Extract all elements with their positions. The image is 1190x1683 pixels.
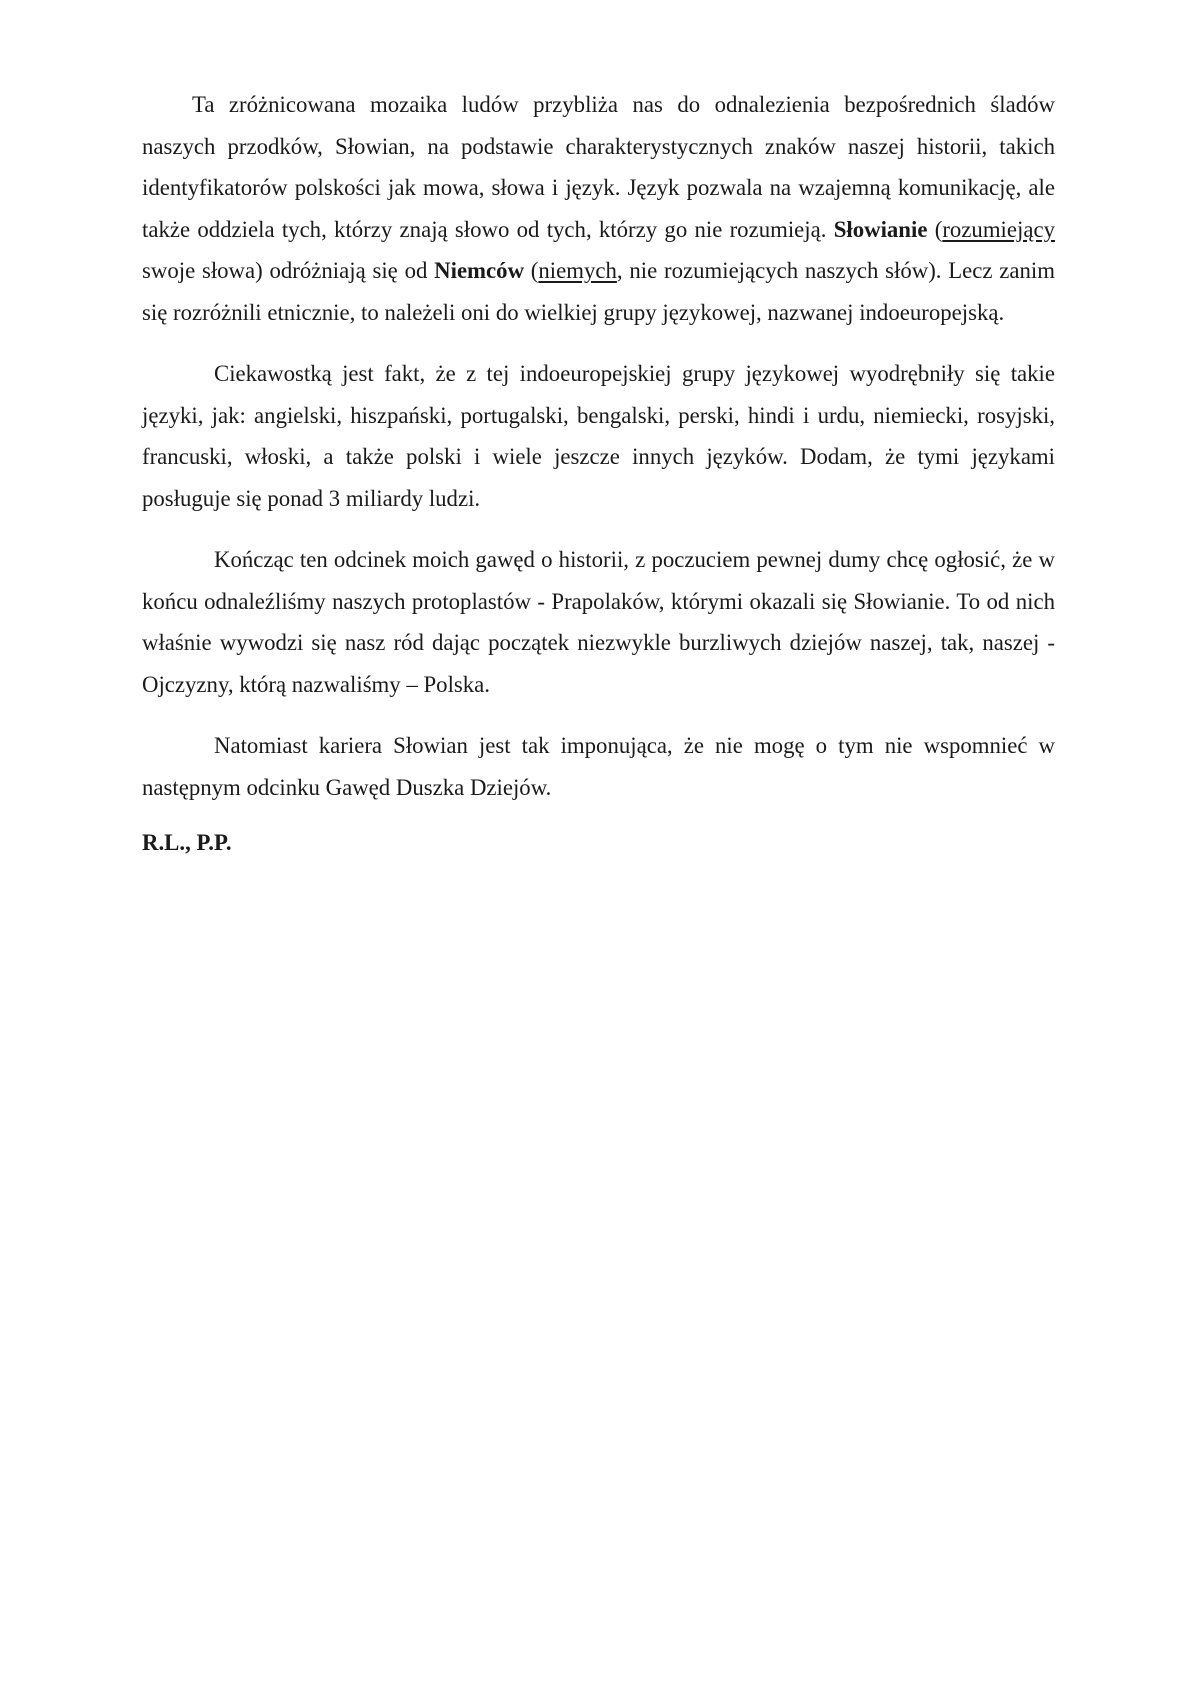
paragraph-ancestors: Kończąc ten odcinek moich gawęd o historii, z poczuciem pewnej dumy chcę ogłosić, że w końcu odnaleźliśmy naszych protoplastów - Prapolaków, którymi okazali się Słowianie. To od nich właśnie wywodzi się nasz ród dając początek niezwykle burzliwych dziejów naszej, tak, naszej - Ojczyzny, którą nazwaliśmy – Polska. [142, 547, 1055, 697]
paragraph-slavs-origin [142, 84, 1055, 333]
text-run: , nie rozumiejących naszych słów). Lecz zanim się rozróżnili etnicznie, to należeli oni do wielkiej grupy językowej, nazwanej indoeuropejską. [142, 258, 1056, 325]
bold-term-slowianie: Słowianie [833, 216, 928, 242]
document-page [142, 84, 1055, 864]
signature: R.L., P.P. [142, 830, 232, 855]
text-run: Ta zróżnicowana mozaika ludów przybliża nas do odnalezienia bezpośrednich śladów naszych przodków, Słowian, na podstawie charakterystycznych znaków naszej historii, takich identyfikatorów polskości jak mowa, słowa i język. Język pozwala na wzajemną komunikację, ale także oddziela tych, którzy znają słowo od tych, którzy go nie rozumieją. [142, 92, 1055, 242]
text-run: swoje słowa) odróżniają się od [142, 258, 435, 283]
underlined-term-niemych: niemych [538, 258, 617, 283]
paragraph-next-episode: Natomiast kariera Słowian jest tak imponująca, że nie mogę o tym nie wspomnieć w następnym odcinku Gawęd Duszka Dziejów. [142, 733, 1055, 800]
paragraph-indoeuropean-languages: Ciekawostką jest fakt, że z tej indoeuropejskiej grupy językowej wyodrębniły się takie języki, jak: angielski, hiszpański, portugalski, bengalski, perski, hindi i urdu, niemiecki, rosyjski, francuski, włoski, a także polski i wiele jeszcze innych języków. Dodam, że tymi językami posługuje się ponad 3 miliardy ludzi. [142, 361, 1055, 511]
bold-term-niemcow: Niemców [434, 258, 525, 283]
text-run: ( [927, 216, 943, 242]
underlined-term-rozumiejacy: rozumiejący [942, 216, 1055, 242]
text-run: ( [524, 258, 539, 283]
